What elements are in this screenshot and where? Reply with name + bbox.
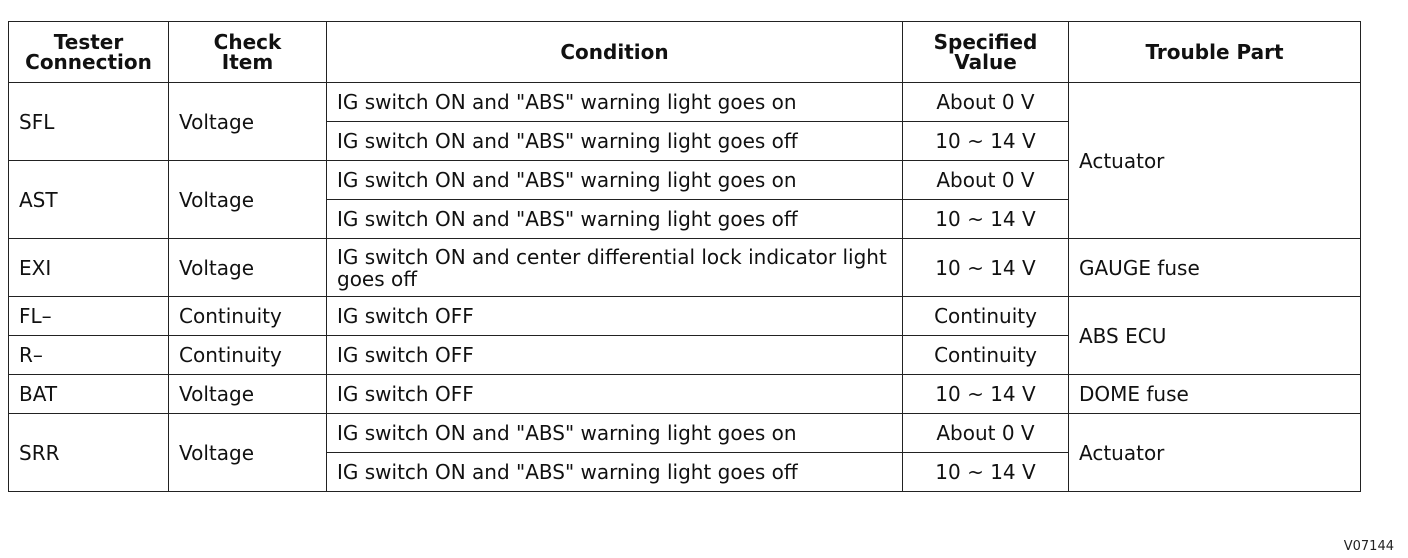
value-cell: 10 ~ 14 V — [903, 453, 1069, 492]
connection-cell: SFL — [9, 83, 169, 161]
value-cell: 10 ~ 14 V — [903, 122, 1069, 161]
check-item-cell: Voltage — [169, 414, 327, 492]
connection-cell: R– — [9, 336, 169, 375]
trouble-part-cell: DOME fuse — [1069, 375, 1361, 414]
header-label: Check Item — [213, 30, 282, 74]
check-item-cell: Voltage — [169, 239, 327, 297]
header-label: Tester Connection — [25, 30, 152, 74]
connection-cell: AST — [9, 161, 169, 239]
value-cell: About 0 V — [903, 83, 1069, 122]
value-cell: 10 ~ 14 V — [903, 375, 1069, 414]
connection-cell: EXI — [9, 239, 169, 297]
condition-cell: IG switch OFF — [327, 336, 903, 375]
table-row — [9, 239, 1361, 297]
value-cell: 10 ~ 14 V — [903, 239, 1069, 297]
tester-connection-table — [8, 21, 1361, 492]
value-cell: About 0 V — [903, 414, 1069, 453]
check-item-cell: Voltage — [169, 375, 327, 414]
header-check-item — [169, 22, 327, 83]
header-condition — [327, 22, 903, 83]
condition-cell: IG switch ON and "ABS" warning light goes on — [327, 161, 903, 200]
header-specified-value — [903, 22, 1069, 83]
condition-cell: IG switch OFF — [327, 375, 903, 414]
condition-cell: IG switch ON and center differential lock indicator light goes off — [327, 239, 903, 297]
connection-cell: SRR — [9, 414, 169, 492]
trouble-part-cell: Actuator — [1069, 83, 1361, 239]
connection-cell: BAT — [9, 375, 169, 414]
check-item-cell: Continuity — [169, 336, 327, 375]
check-item-cell: Voltage — [169, 161, 327, 239]
condition-cell: IG switch ON and "ABS" warning light goes off — [327, 122, 903, 161]
table-row — [9, 297, 1361, 336]
value-cell: Continuity — [903, 336, 1069, 375]
value-cell: Continuity — [903, 297, 1069, 336]
header-label: Specified Value — [933, 30, 1038, 74]
header-label: Condition — [560, 40, 669, 64]
value-cell: 10 ~ 14 V — [903, 200, 1069, 239]
trouble-part-cell: Actuator — [1069, 414, 1361, 492]
figure-code: V07144 — [1343, 539, 1394, 554]
value-cell: About 0 V — [903, 161, 1069, 200]
condition-cell: IG switch ON and "ABS" warning light goes on — [327, 414, 903, 453]
header-label: Trouble Part — [1145, 40, 1284, 64]
condition-cell: IG switch OFF — [327, 297, 903, 336]
check-item-cell: Voltage — [169, 83, 327, 161]
condition-cell: IG switch ON and "ABS" warning light goes off — [327, 453, 903, 492]
trouble-part-cell: ABS ECU — [1069, 297, 1361, 375]
check-item-cell: Continuity — [169, 297, 327, 336]
header-tester-connection — [9, 22, 169, 83]
table-row — [9, 414, 1361, 453]
trouble-part-cell: GAUGE fuse — [1069, 239, 1361, 297]
condition-cell: IG switch ON and "ABS" warning light goes off — [327, 200, 903, 239]
header-trouble-part — [1069, 22, 1361, 83]
connection-cell: FL– — [9, 297, 169, 336]
condition-cell: IG switch ON and "ABS" warning light goes on — [327, 83, 903, 122]
table-row — [9, 375, 1361, 414]
table-header-row — [9, 22, 1361, 83]
table-row — [9, 83, 1361, 122]
